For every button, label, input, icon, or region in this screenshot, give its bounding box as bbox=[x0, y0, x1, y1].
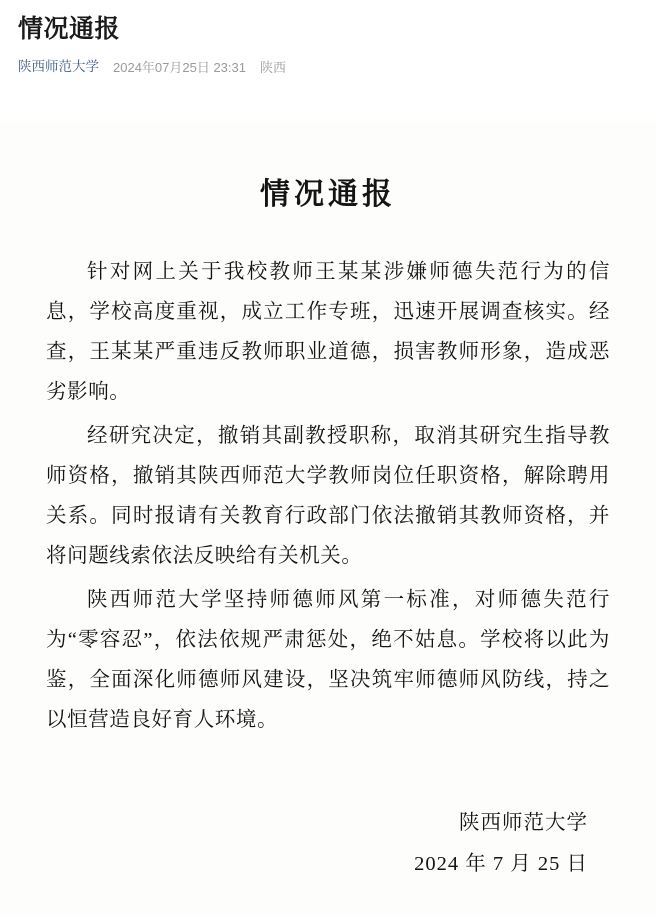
article-header bbox=[0, 0, 656, 75]
meta-timestamp: 2024年07月25日 23:31 bbox=[113, 59, 246, 75]
meta-region: 陕西 bbox=[259, 59, 286, 75]
notice-heading: 情况通报 bbox=[260, 178, 396, 212]
article-meta bbox=[18, 59, 638, 75]
notice-signature bbox=[46, 803, 610, 885]
signature-org: 陕西师范大学 bbox=[459, 812, 588, 835]
notice-paragraph: 陕西师范大学坚持师德师风第一标准，对师德失范行为“零容忍”，依法依规严肃惩处，绝不姑息。学校将以此为鉴，全面深化师德师风建设，坚决筑牢师德师风防线，持之以恒营造良好育人环境。 bbox=[46, 589, 610, 732]
notice-document bbox=[0, 121, 656, 915]
notice-content bbox=[0, 121, 656, 915]
notice-paragraph: 针对网上关于我校教师王某某涉嫌师德失范行为的信息，学校高度重视，成立工作专班，迅速开展调查核实。经查，王某某严重违反教师职业道德，损害教师形象，造成恶劣影响。 bbox=[46, 261, 610, 404]
signature-date: 2024 年 7 月 25 日 bbox=[414, 853, 588, 876]
meta-source-link[interactable]: 陕西师范大学 bbox=[18, 59, 99, 75]
notice-paragraph: 经研究决定，撤销其副教授职称，取消其研究生指导教师资格，撤销其陕西师范大学教师岗位任职资格，解除聘用关系。同时报请有关教育行政部门依法撤销其教师资格，并将问题线索依法反映给有关机关。 bbox=[46, 425, 610, 568]
page-title: 情况通报 bbox=[18, 15, 121, 43]
